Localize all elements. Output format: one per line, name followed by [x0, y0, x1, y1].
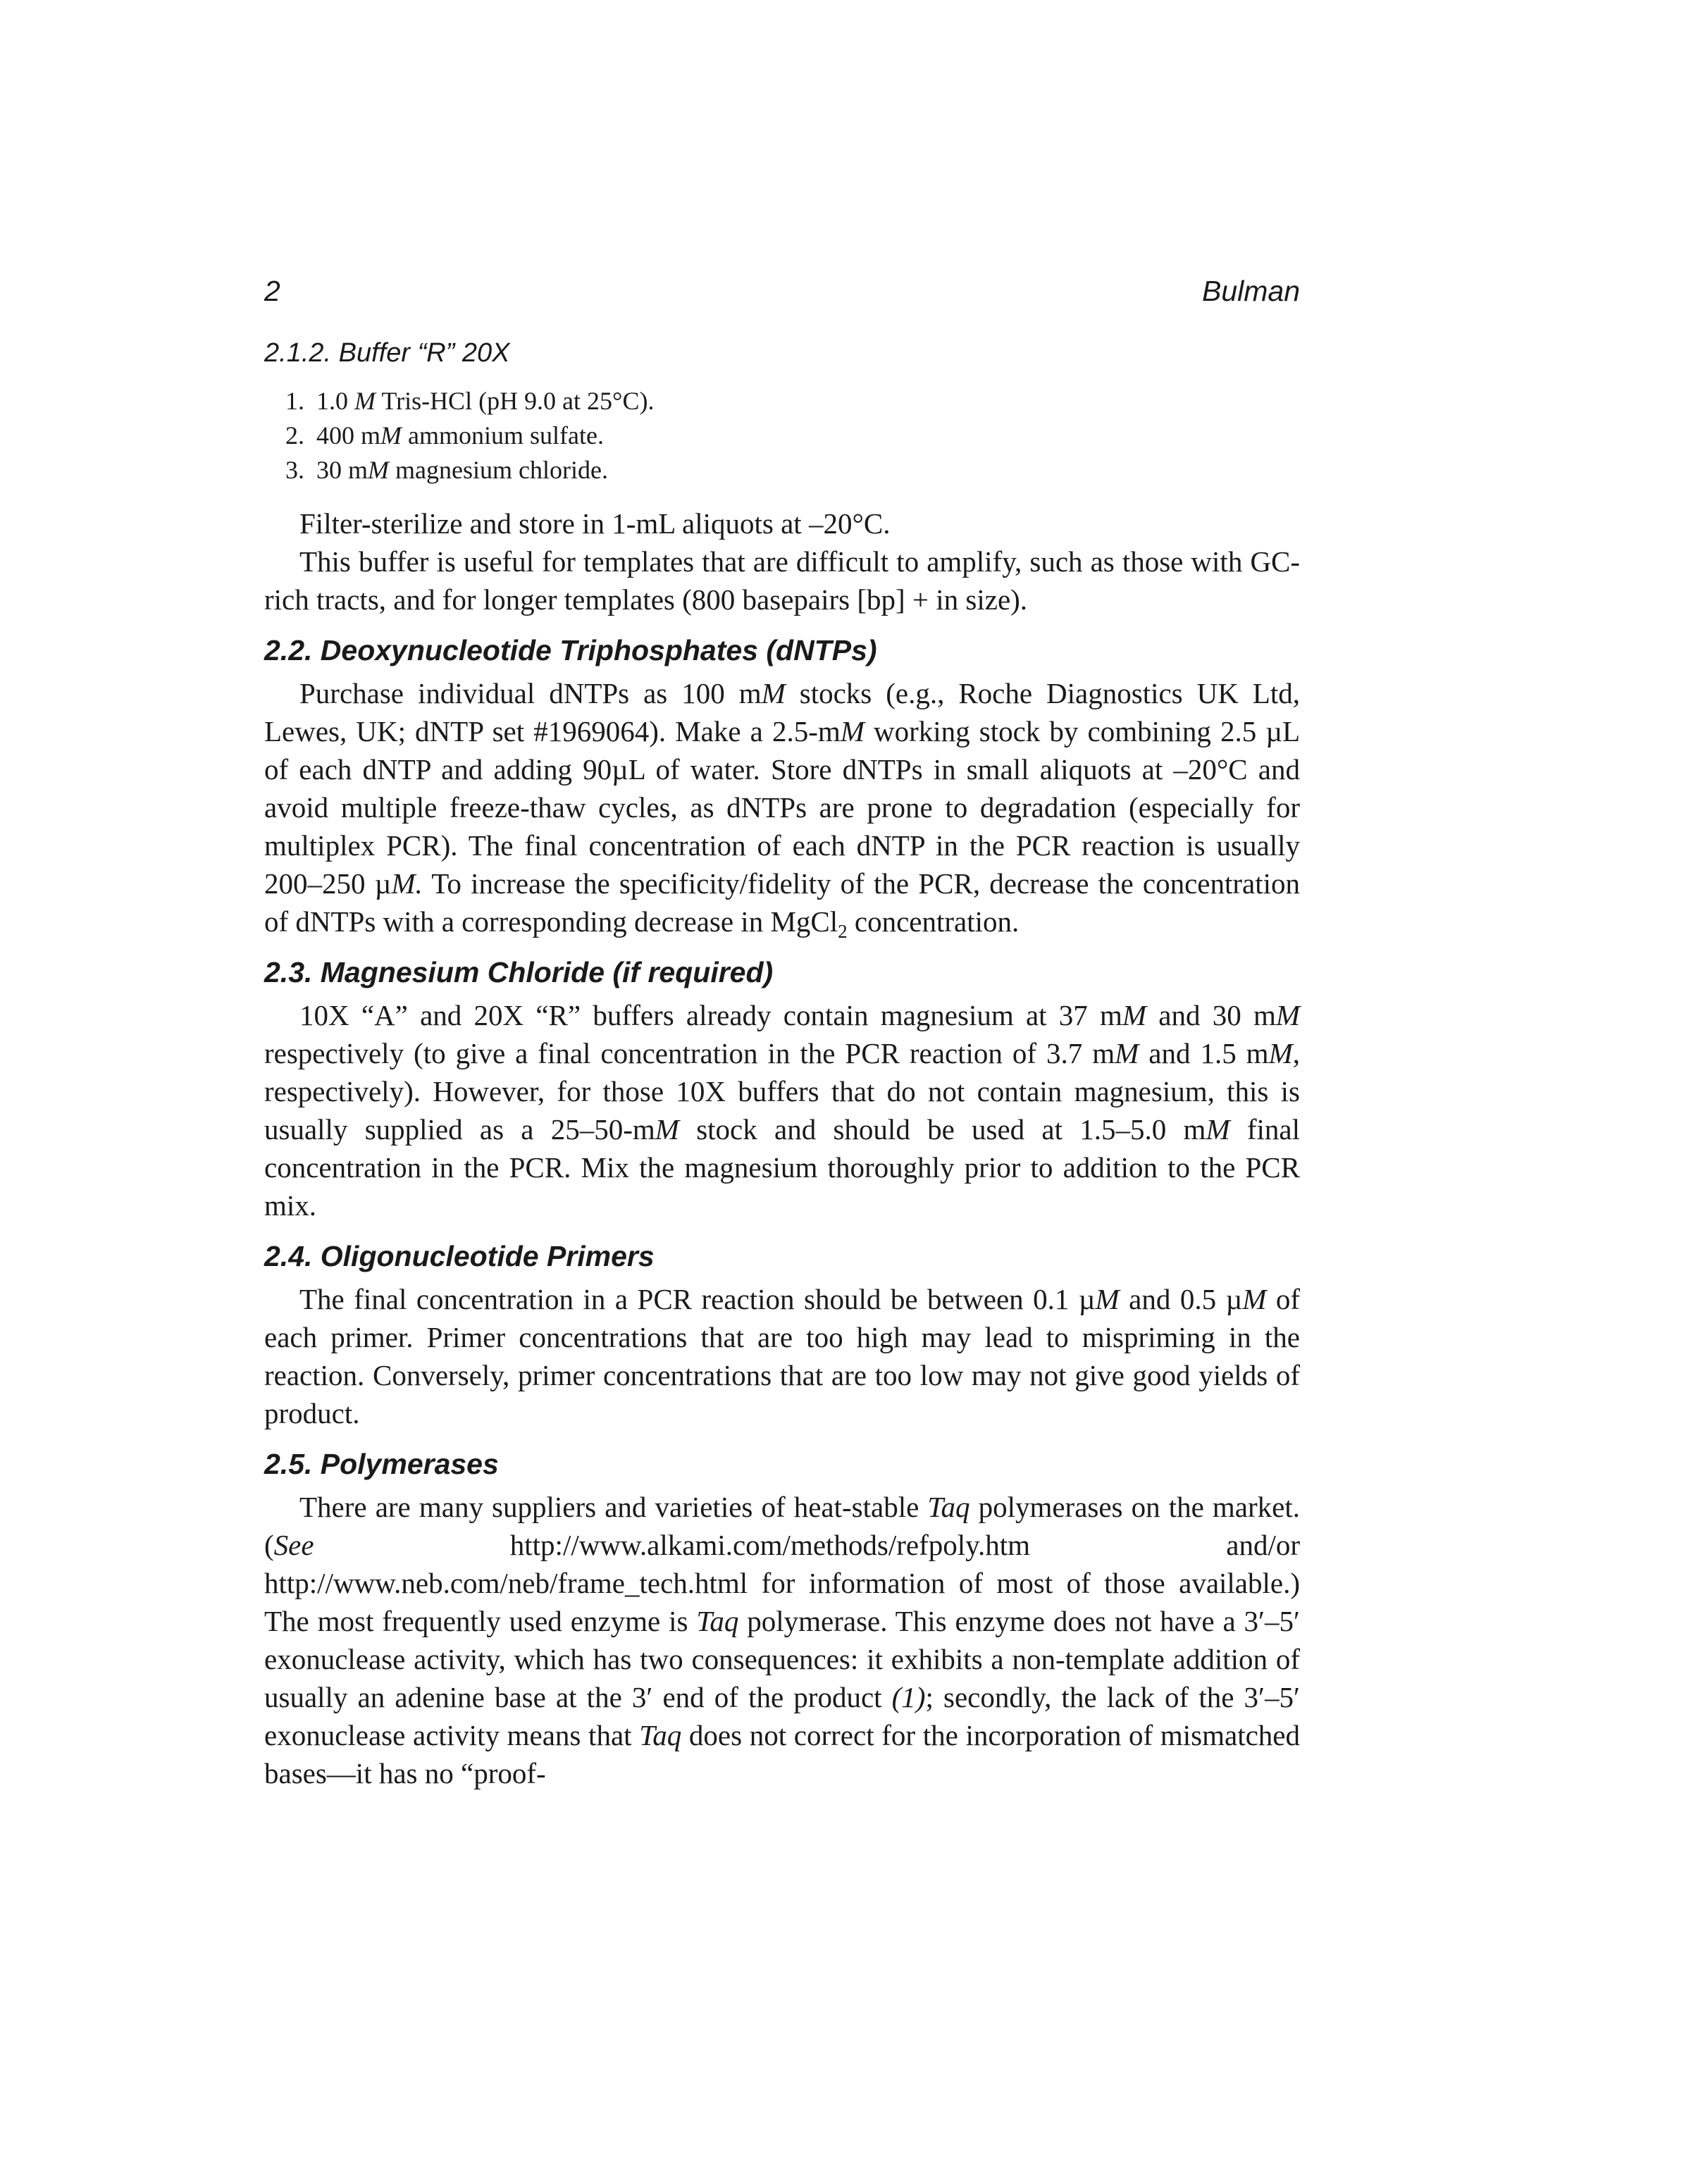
paragraph: Filter-sterilize and store in 1-mL aliquots at –20°C.	[299, 507, 891, 540]
paragraph: There are many suppliers and varieties of heat-stable Taq polymerases on the market. (See http://www.alkami.com/methods/refpoly.htm and/or http://www.neb.com/neb/frame_tech.html for information of most of those available.) The most frequently used enzyme is Taq polymerase. This enzyme does not have a 3′–5′ exonuclease activity, which has two consequences: it exhibits a non-template addition of usually an adenine base at the 3′ end of the product (1); secondly, the lack of the 3′–5′ exonuclease activity means that Taq does not correct for the incorporation of mismatched bases—it has no “proof-	[264, 1491, 1300, 1789]
paragraph: 10X “A” and 20X “R” buffers already contain magnesium at 37 mM and 30 mM respectively (to give a final concentration in the PCR reaction of 3.7 mM and 1.5 mM, respectively). However, for those 10X buffers that do not contain magnesium, this is usually supplied as a 25–50-mM stock and should be used at 1.5–5.0 mM final concentration in the PCR. Mix the magnesium thoroughly prior to addition to the PCR mix.	[264, 999, 1301, 1222]
section-heading-2-2: 2.2. Deoxynucleotide Triphosphates (dNTPs)	[264, 634, 877, 666]
running-head-author: Bulman	[1201, 275, 1300, 307]
list-item: 3. 30 mM magnesium chloride.	[285, 456, 608, 484]
paragraph: This buffer is useful for templates that are difficult to amplify, such as those with GC-rich tracts, and for longer templates (800 basepairs [bp] + in size).	[264, 545, 1300, 616]
list-item: 2. 400 mM ammonium sulfate.	[285, 421, 604, 449]
section-heading-2-3: 2.3. Magnesium Chloride (if required)	[264, 956, 774, 988]
subsection-heading-2-1-2: 2.1.2. Buffer “R” 20X	[264, 338, 510, 368]
running-head	[264, 275, 1300, 317]
paragraph: The final concentration in a PCR reaction should be between 0.1 µM and 0.5 µM of each primer. Primer concentrations that are too high may lead to mispriming in the reaction. Conversely, primer concentrations that are too low may not give good yields of product.	[264, 1283, 1301, 1429]
section-heading-2-5: 2.5. Polymerases	[264, 1448, 499, 1480]
reagent-list	[264, 384, 1300, 488]
list-item: 1. 1.0 M Tris-HCl (pH 9.0 at 25°C).	[285, 387, 655, 415]
page-number: 2	[264, 275, 280, 307]
document-page	[264, 275, 1300, 1805]
paragraph: Purchase individual dNTPs as 100 mM stocks (e.g., Roche Diagnostics UK Ltd, Lewes, UK; dNTP set #1969064). Make a 2.5-mM working stock by combining 2.5 µL of each dNTP and adding 90µL of water. Store dNTPs in small aliquots at –20°C and avoid multiple freeze-thaw cycles, as dNTPs are prone to degradation (especially for multiplex PCR). The final concentration of each dNTP in the PCR reaction is usually 200–250 µM. To increase the specificity/fidelity of the PCR, decrease the concentration of dNTPs with a corresponding decrease in MgCl$_2$ concentration.	[264, 677, 1301, 943]
section-heading-2-4: 2.4. Oligonucleotide Primers	[264, 1240, 655, 1272]
